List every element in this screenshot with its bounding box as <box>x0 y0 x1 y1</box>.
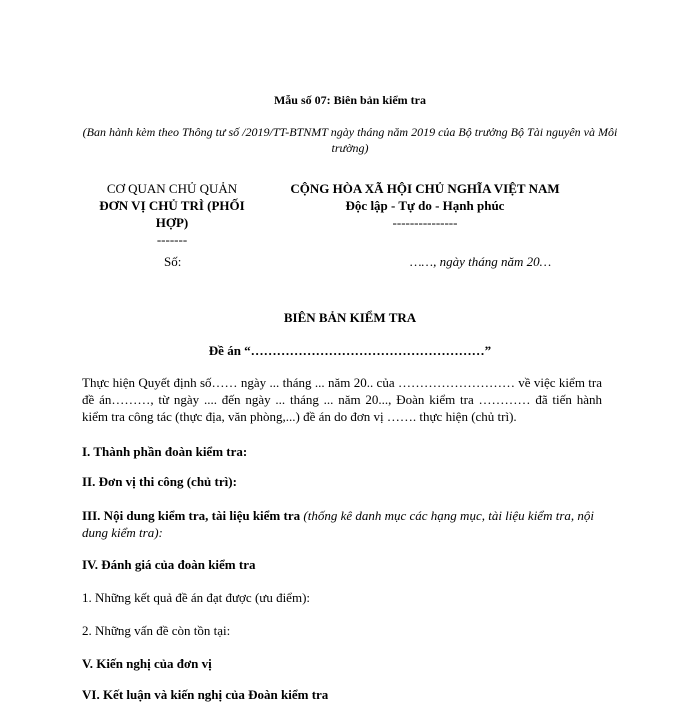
intro-paragraph: Thực hiện Quyết định số…… ngày ... tháng ... năm 20.. của ……………………… về việc kiểm tra đề án………, từ ngày .... đến ngày ... tháng ... năm 20..., Đoàn kiểm tra ………… đã tiến hành kiểm tra công tác (thực địa, văn phòng,...) đề án do đơn vị ……. thực hiện (chủ trì). <box>82 375 602 424</box>
country-name: CỘNG HÒA XÃ HỘI CHỦ NGHĨA VIỆT NAM <box>290 181 560 196</box>
place-date-line: ……, ngày tháng năm 20… <box>410 254 552 269</box>
section-conclusion: VI. Kết luận và kiến nghị của Đoàn kiểm tra <box>82 687 329 702</box>
parent-agency: CƠ QUAN CHỦ QUẢN <box>106 181 238 196</box>
issuance-note: (Ban hành kèm theo Thông tư số /2019/TT-BTNMT ngày tháng năm 2019 của Bộ trưởng Bộ Tài nguyên và Môi trường) <box>82 125 618 155</box>
report-title: BIÊN BẢN KIỂM TRA <box>283 310 417 325</box>
project-name-line: Đề án “………………………………………………” <box>208 343 492 358</box>
form-title: Mẫu số 07: Biên bản kiểm tra <box>273 93 426 107</box>
section-team-assessment: IV. Đánh giá của đoàn kiểm tra <box>82 557 256 572</box>
left-header-block <box>92 180 252 248</box>
subsection-achievements: 1. Những kết quả đề án đạt được (ưu điểm): <box>82 590 311 605</box>
section-inspection-team: I. Thành phần đoàn kiểm tra: <box>82 444 248 459</box>
document-number-label: Số: <box>164 254 182 269</box>
section-inspection-content <box>82 507 612 541</box>
section-inspection-content-note: (thống kê danh mục các hạng mục, tài liệu kiểm tra, nội dung kiểm tra): <box>82 508 595 540</box>
national-motto: Độc lập - Tự do - Hạnh phúc <box>345 198 505 213</box>
section-unit-recommendations: V. Kiến nghị của đơn vị <box>82 656 212 671</box>
presiding-unit: ĐƠN VỊ CHỦ TRÌ (PHỐI HỢP) <box>99 198 245 230</box>
right-header-divider: --------------- <box>392 215 458 230</box>
section-construction-unit: II. Đơn vị thi công (chủ trì): <box>82 474 237 489</box>
section-inspection-content-title: III. Nội dung kiểm tra, tài liệu kiểm tra <box>82 508 304 523</box>
right-header-block <box>270 180 580 231</box>
subsection-remaining-issues: 2. Những vấn đề còn tồn tại: <box>82 623 231 638</box>
left-header-divider: ------- <box>156 232 188 247</box>
